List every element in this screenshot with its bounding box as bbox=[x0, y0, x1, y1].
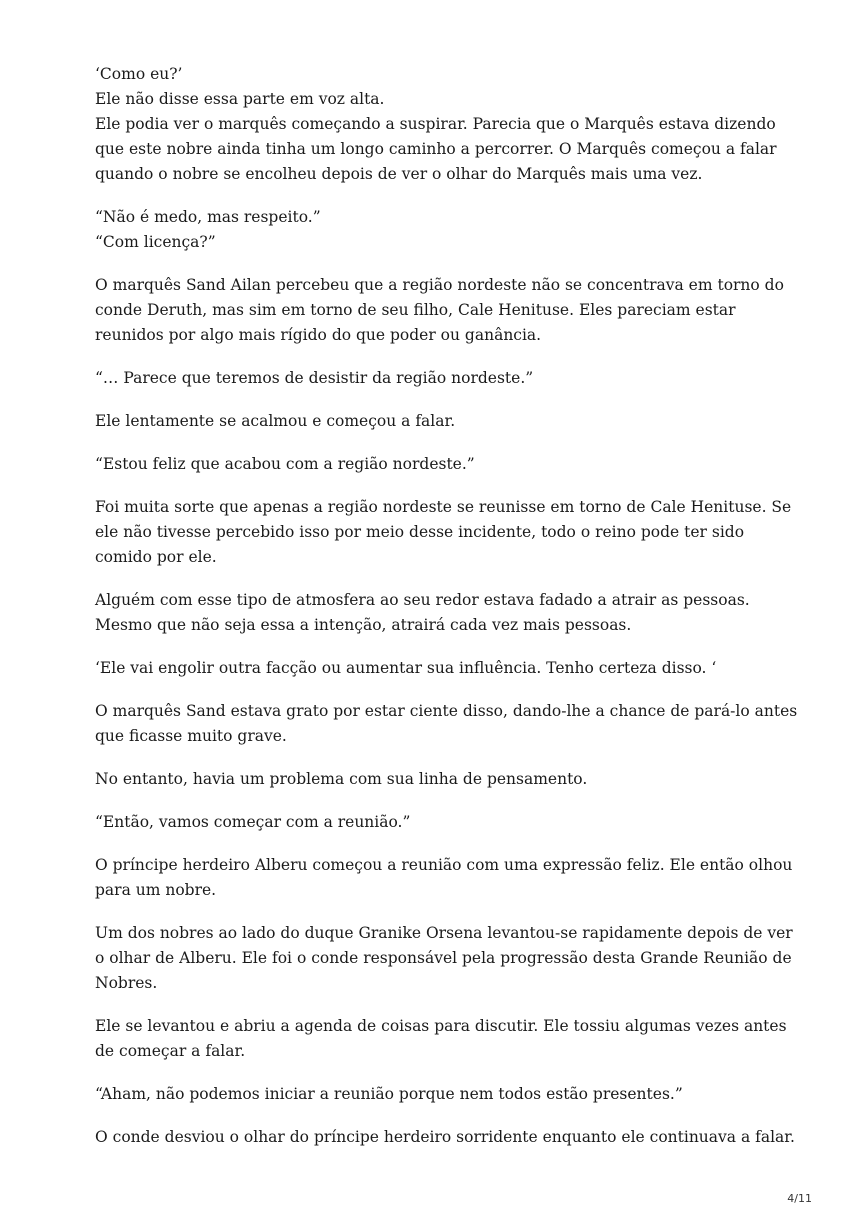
text-line: “Com licença?” bbox=[95, 233, 216, 251]
text-line: Mesmo que não seja essa a intenção, atrairá cada vez mais pessoas. bbox=[95, 616, 632, 634]
text-line: Um dos nobres ao lado do duque Granike Orsena levantou-se rapidamente depois de ver bbox=[95, 924, 793, 942]
text-line: “Não é medo, mas respeito.” bbox=[95, 208, 321, 226]
paragraph bbox=[95, 409, 785, 434]
text-line: Ele se levantou e abriu a agenda de coisas para discutir. Ele tossiu algumas vezes antes bbox=[95, 1017, 787, 1035]
text-line: ‘Ele vai engolir outra facção ou aumentar sua influência. Tenho certeza disso. ‘ bbox=[95, 659, 717, 677]
paragraph bbox=[95, 921, 793, 996]
text-line: Foi muita sorte que apenas a região nordeste se reunisse em torno de Cale Henituse. Se bbox=[95, 498, 792, 516]
text-line: que este nobre ainda tinha um longo caminho a percorrer. O Marquês começou a falar bbox=[95, 140, 777, 158]
paragraph bbox=[95, 588, 785, 638]
text-line: No entanto, havia um problema com sua linha de pensamento. bbox=[95, 770, 588, 788]
text-line: Ele lentamente se acalmou e começou a falar. bbox=[95, 412, 456, 430]
text-line: que ficasse muito grave. bbox=[95, 727, 287, 745]
paragraph bbox=[95, 699, 798, 749]
text-line: de começar a falar. bbox=[95, 1042, 246, 1060]
text-line: Ele não disse essa parte em voz alta. bbox=[95, 90, 385, 108]
document-body bbox=[95, 62, 798, 1168]
text-line: “Aham, não podemos iniciar a reunião porque nem todos estão presentes.” bbox=[95, 1085, 683, 1103]
text-line: o olhar de Alberu. Ele foi o conde responsável pela progressão desta Grande Reunião de bbox=[95, 949, 792, 967]
paragraph bbox=[95, 810, 785, 835]
paragraph bbox=[95, 366, 785, 391]
text-line: para um nobre. bbox=[95, 881, 217, 899]
text-line: reunidos por algo mais rígido do que poder ou ganância. bbox=[95, 326, 542, 344]
text-line: Ele podia ver o marquês começando a suspirar. Parecia que o Marquês estava dizendo bbox=[95, 115, 776, 133]
text-line: comido por ele. bbox=[95, 548, 217, 566]
paragraph bbox=[95, 767, 785, 792]
paragraph bbox=[95, 1125, 795, 1150]
paragraph bbox=[95, 1082, 785, 1107]
text-line: “… Parece que teremos de desistir da região nordeste.” bbox=[95, 369, 534, 387]
paragraph bbox=[95, 495, 792, 570]
page-number: 4/11 bbox=[787, 1192, 812, 1205]
paragraph bbox=[95, 452, 785, 477]
text-line: “Estou feliz que acabou com a região nordeste.” bbox=[95, 455, 475, 473]
paragraph bbox=[95, 205, 785, 255]
text-line: quando o nobre se encolheu depois de ver o olhar do Marquês mais uma vez. bbox=[95, 165, 703, 183]
paragraph bbox=[95, 656, 785, 681]
text-line: “Então, vamos começar com a reunião.” bbox=[95, 813, 411, 831]
text-line: conde Deruth, mas sim em torno de seu filho, Cale Henituse. Eles pareciam estar bbox=[95, 301, 736, 319]
paragraph bbox=[95, 853, 793, 903]
text-line: Nobres. bbox=[95, 974, 158, 992]
paragraph bbox=[95, 273, 785, 348]
text-line: O conde desviou o olhar do príncipe herdeiro sorridente enquanto ele continuava a falar. bbox=[95, 1128, 795, 1146]
text-line: ‘Como eu?’ bbox=[95, 65, 183, 83]
paragraph bbox=[95, 1014, 785, 1064]
text-line: ele não tivesse percebido isso por meio desse incidente, todo o reino pode ter sido bbox=[95, 523, 745, 541]
text-line: Alguém com esse tipo de atmosfera ao seu redor estava fadado a atrair as pessoas. bbox=[95, 591, 750, 609]
text-line: O marquês Sand Ailan percebeu que a região nordeste não se concentrava em torno do bbox=[95, 276, 784, 294]
text-line: O marquês Sand estava grato por estar ciente disso, dando-lhe a chance de pará-lo antes bbox=[95, 702, 798, 720]
paragraph bbox=[95, 62, 785, 187]
text-line: O príncipe herdeiro Alberu começou a reunião com uma expressão feliz. Ele então olhou bbox=[95, 856, 793, 874]
